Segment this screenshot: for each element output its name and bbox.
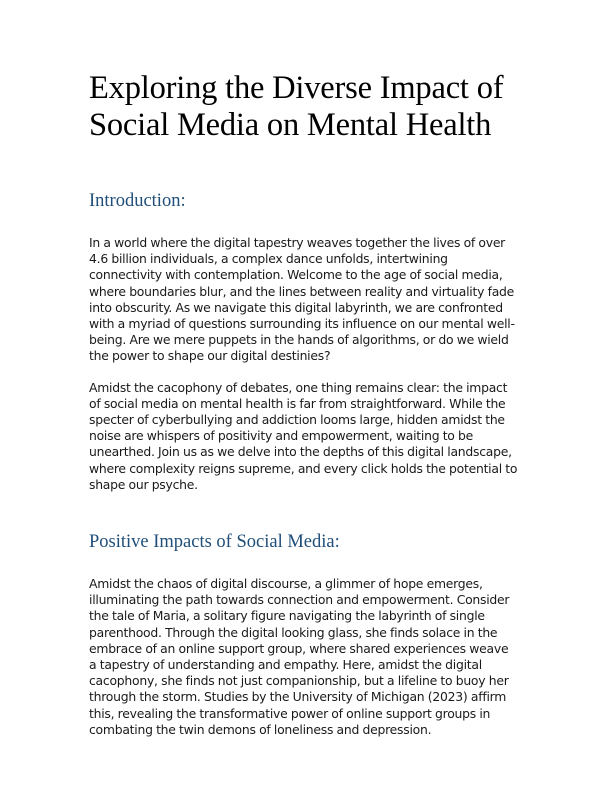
paragraph: Amidst the chaos of digital discourse, a glimmer of hope emerges, illuminating the path towards connection and empowerment. Consider the tale of Maria, a solitary figure navigating the labyrinth of single parenthood. Through the digital looking glass, she finds solace in the embrace of an online support group, where shared experiences weave a tapestry of understanding and empathy. Here, amidst the digital cacophony, she finds not just companionship, but a lifeline to buoy her through the storm. Studies by the University of Michigan (2023) affirm this, revealing the transformative power of online support groups in combating the twin demons of loneliness and depression. bbox=[89, 576, 510, 737]
paragraph: Amidst the cacophony of debates, one thing remains clear: the impact of social media on mental health is far from straightforward. While the specter of cyberbullying and addiction looms large, hidden amidst the noise are whispers of positivity and empowerment, waiting to be unearthed. Join us as we delve into the depths of this digital landscape, where complexity reigns supreme, and every click holds the potential to shape our psyche. bbox=[89, 379, 518, 492]
section-heading-positive-impacts: Positive Impacts of Social Media: bbox=[89, 532, 340, 553]
document-content bbox=[89, 70, 519, 738]
section-heading-introduction: Introduction: bbox=[89, 191, 186, 211]
paragraph: In a world where the digital tapestry weaves together the lives of over 4.6 billion individuals, a complex dance unfolds, intertwining connectivity with contemplation. Welcome to the age of social media, where boundaries blur, and the lines between reality and virtuality fade into obscurity. As we navigate this digital labyrinth, we are confronted with a myriad of questions surrounding its influence on our mental well-being. Are we mere puppets in the hands of algorithms, or do we wield the power to shape our digital destinies? bbox=[89, 235, 515, 364]
document-title: Exploring the Diverse Impact of Social Media on Mental Health bbox=[89, 70, 504, 143]
